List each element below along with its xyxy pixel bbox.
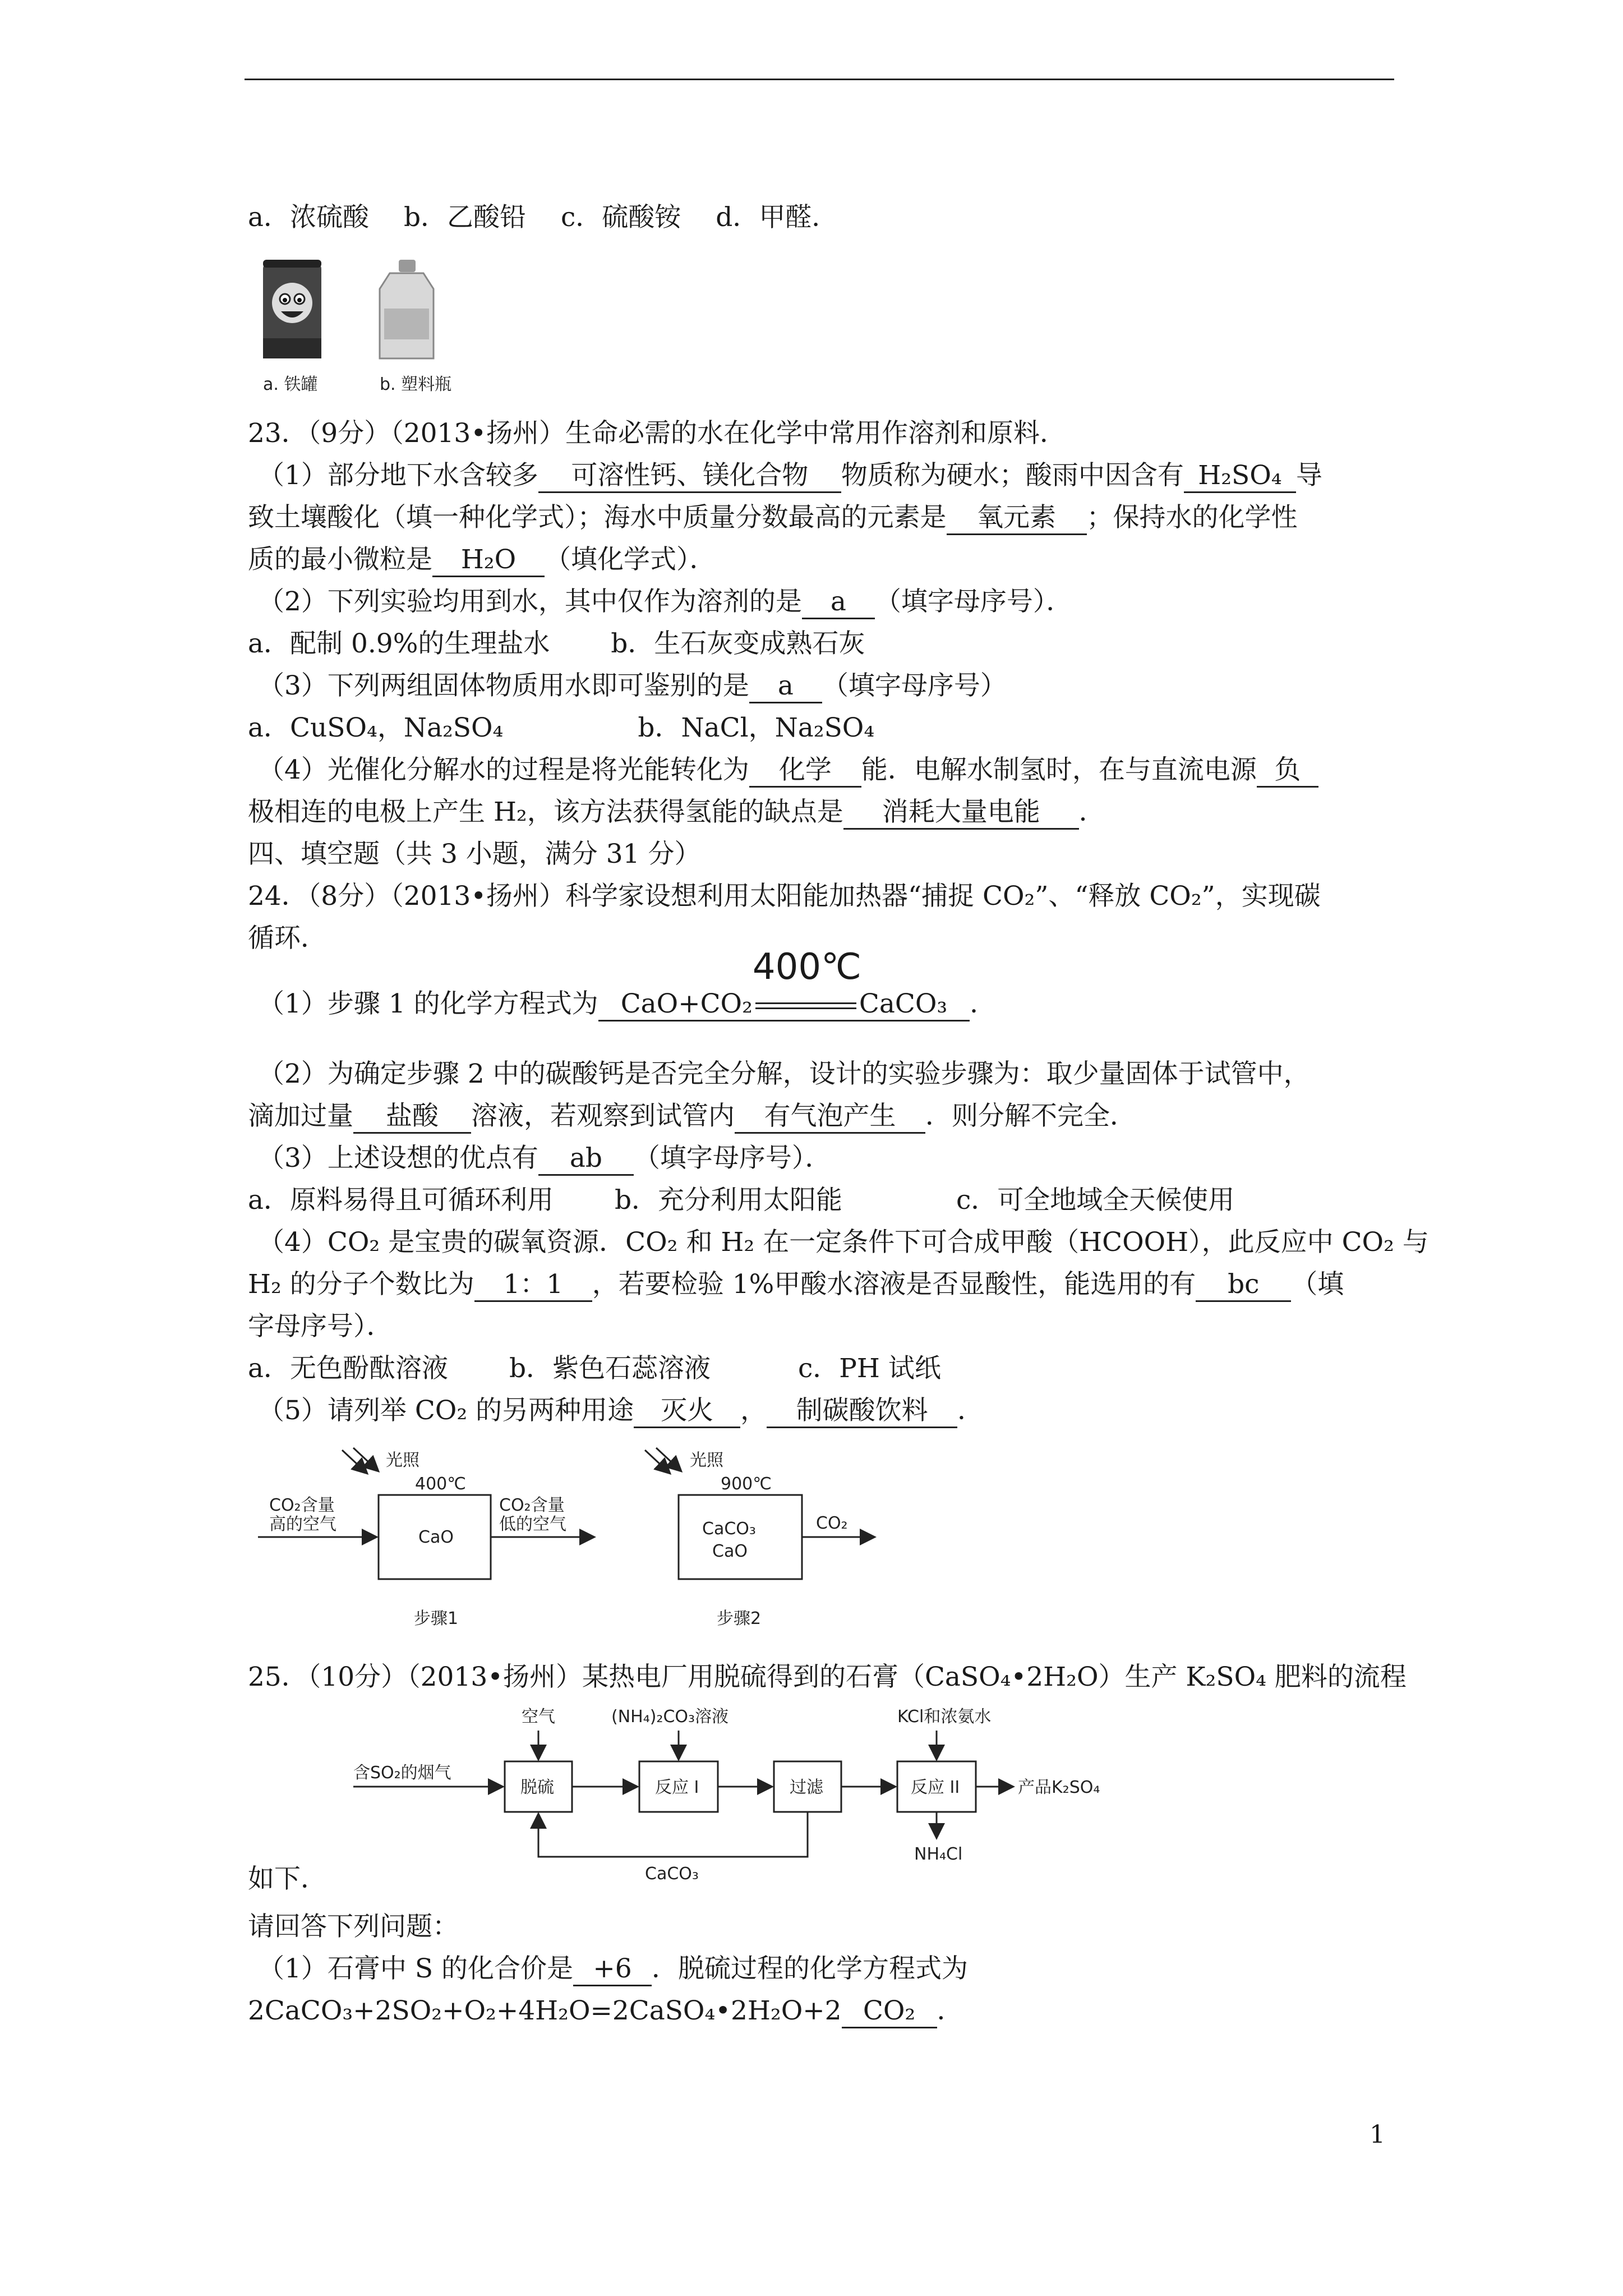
header-rule	[245, 79, 1394, 80]
q23-p3-options: a．CuSO₄，Na₂SO₄ b．NaCl，Na₂SO₄	[248, 712, 875, 743]
q23-p1-line3: 质的最小微粒是 H₂O （填化学式）．	[248, 543, 716, 577]
iron-can-image	[263, 260, 321, 358]
process-box-label: 反应 II	[911, 1778, 960, 1797]
answer-blank: 负	[1257, 754, 1318, 788]
answer-blank: ab	[538, 1143, 634, 1176]
light-label: 光照	[690, 1451, 723, 1470]
q24-head-line2: 循环．	[248, 923, 327, 954]
plastic-bottle-label: b. 塑料瓶	[380, 375, 452, 394]
q24-p3-options: a．原料易得且可循环利用 b．充分利用太阳能 c．可全地域全天候使用	[248, 1185, 1235, 1216]
answer-blank: 灭火	[634, 1395, 740, 1428]
process-box-label: 脱硫	[520, 1778, 554, 1797]
recycle-label: CaCO₃	[645, 1864, 699, 1884]
q25-p1-line1: （1）石膏中 S 的化合价是 +6 ．脱硫过程的化学方程式为	[258, 1952, 968, 1986]
q23-p2: （2）下列实验均用到水，其中仅作为溶剂的是 a （填字母序号）．	[258, 585, 1072, 619]
q23-p3: （3）下列两组固体物质用水即可鉴别的是 a （填字母序号）	[258, 669, 1007, 703]
answer-blank: CaO+CO₂ 400℃ CaCO₃	[598, 988, 970, 1022]
answer-blank: 化学	[749, 754, 861, 788]
answer-blank: 1：1	[474, 1269, 592, 1302]
process-box-label: 过滤	[790, 1778, 823, 1797]
q23-p4-line2: 极相连的电极上产生 H₂，该方法获得氢能的缺点是 消耗大量电能 ．	[248, 795, 1105, 830]
q24-p4-line1: （4）CO₂ 是宝贵的碳氧资源．CO₂ 和 H₂ 在一定条件下可合成甲酸（HCOOH），此反应中 CO₂ 与	[258, 1227, 1429, 1258]
input-label: CO₂含量	[269, 1496, 335, 1515]
feed-label: 含SO₂的烟气	[353, 1763, 451, 1783]
q25-head: 25．（10分）（2013•扬州）某热电厂用脱硫得到的石膏（CaSO₄•2H₂O）生产 K₂SO₄ 肥料的流程	[248, 1662, 1407, 1692]
container-figure	[255, 255, 502, 401]
q25-head-tail: 如下．	[248, 1864, 327, 1894]
light-label: 光照	[386, 1451, 419, 1470]
q23-p2-options: a．配制 0.9%的生理盐水 b．生石灰变成熟石灰	[248, 628, 865, 659]
q24-p5: （5）请列举 CO₂ 的另两种用途 灭火 ， 制碳酸饮料 ．	[258, 1394, 984, 1428]
q25-prompt: 请回答下列问题：	[248, 1911, 459, 1942]
q23-head: 23．（9分）（2013•扬州）生命必需的水在化学中常用作溶剂和原料．	[248, 418, 1067, 449]
q23-p1-line2: 致土壤酸化（填一种化学式）；海水中质量分数最高的元素是 氧元素 ；保持水的化学性	[248, 501, 1298, 535]
answer-blank: +6	[573, 1953, 652, 1986]
answer-blank: a	[749, 670, 822, 703]
answer-blank: 盐酸	[353, 1101, 471, 1134]
answer-blank: 氧元素	[947, 502, 1087, 535]
q24-p3: （3）上述设想的优点有 ab （填字母序号）．	[258, 1142, 831, 1176]
temperature-label: 900℃	[721, 1474, 772, 1494]
temperature-label: 400℃	[415, 1474, 466, 1494]
q22-options: a．浓硫酸 b．乙酸铅 c．硫酸铵 d．甲醛．	[248, 202, 838, 233]
box-label: CaCO₃	[702, 1519, 756, 1539]
q25-p1-line2: 2CaCO₃+2SO₂+O₂+4H₂O=2CaSO₄•2H₂O+2 CO₂ ．	[248, 1994, 963, 2028]
answer-blank: CO₂	[842, 1995, 937, 2028]
output-label: CO₂含量	[499, 1496, 565, 1515]
box-label: CaO	[418, 1527, 454, 1547]
q24-head-line1: 24．（8分）（2013•扬州）科学家设想利用太阳能加热器“捕捉 CO₂”、“释放 CO₂”，实现碳	[248, 881, 1321, 912]
carbon-cycle-diagram	[247, 1444, 976, 1646]
plastic-bottle-image	[380, 260, 434, 358]
input-label: KCl和浓氨水	[897, 1707, 992, 1727]
process-box-label: 反应 I	[655, 1778, 699, 1797]
q24-p4-line2: H₂ 的分子个数比为 1：1 ，若要检验 1%甲酸水溶液是否显酸性，能选用的有 bc （填	[248, 1268, 1344, 1302]
answer-blank: bc	[1196, 1269, 1291, 1302]
output-label: CO₂	[816, 1513, 848, 1533]
input-label: (NH₄)₂CO₃溶液	[611, 1707, 729, 1727]
q24-p2-line1: （2）为确定步骤 2 中的碳酸钙是否完全分解，设计的实验步骤为：取少量固体于试管中，	[258, 1059, 1310, 1089]
answer-blank: a	[802, 586, 875, 619]
product-label: 产品K₂SO₄	[1018, 1778, 1100, 1797]
input-label: 高的空气	[269, 1515, 336, 1534]
iron-can-label: a. 铁罐	[263, 375, 318, 394]
reaction-condition: 400℃	[753, 988, 859, 1020]
output-label: 低的空气	[499, 1515, 566, 1534]
answer-blank: 消耗大量电能	[843, 797, 1079, 830]
byproduct-label: NH₄Cl	[914, 1844, 963, 1864]
page-number: 1	[1370, 2120, 1385, 2149]
answer-blank: 可溶性钙、镁化合物	[538, 460, 841, 493]
box-label: CaO	[712, 1542, 748, 1561]
answer-blank: H₂O	[432, 544, 545, 577]
step-label: 步骤1	[414, 1609, 459, 1628]
step-label: 步骤2	[717, 1609, 762, 1628]
q24-p4-options: a．无色酚酞溶液 b．紫色石蕊溶液 c．PH 试纸	[248, 1353, 941, 1384]
q24-p4-line3: 字母序号）．	[248, 1311, 393, 1342]
desulfurization-flow-diagram	[348, 1700, 1178, 1890]
q24-p1: （1）步骤 1 的化学方程式为 CaO+CO₂ 400℃ CaCO₃ ．	[258, 987, 996, 1022]
answer-blank: 制碳酸饮料	[767, 1395, 957, 1428]
answer-blank: 有气泡产生	[735, 1101, 925, 1134]
q23-p4-line1: （4）光催化分解水的过程是将光能转化为 化学 能．电解水制氢时，在与直流电源 负	[258, 753, 1318, 788]
q23-p1-line1: （1）部分地下水含较多 可溶性钙、镁化合物 物质称为硬水；酸雨中因含有 H₂SO₄ 导	[258, 459, 1322, 493]
answer-blank: H₂SO₄	[1184, 460, 1296, 493]
q24-p2-line2: 滴加过量 盐酸 溶液，若观察到试管内 有气泡产生 ．则分解不完全．	[248, 1099, 1136, 1134]
input-label: 空气	[522, 1707, 555, 1727]
section-heading: 四、填空题（共 3 小题，满分 31 分）	[248, 839, 701, 869]
